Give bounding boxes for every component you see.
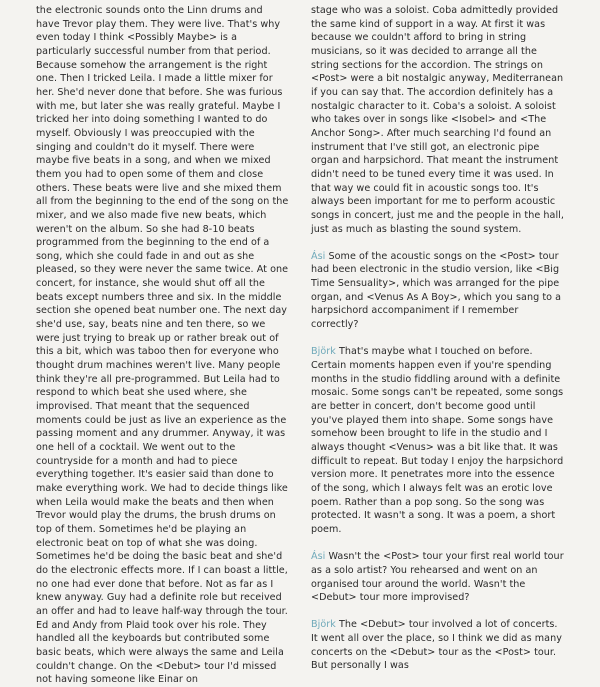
interview-answer [311,618,564,673]
interview-question [311,550,564,605]
speaker-label: Björk [311,619,336,631]
body-paragraph: stage who was a soloist. Coba admittedly provided the same kind of support in a way. At first it was because we couldn't afford to bring in string musicians, so it was decided to arrange all the string sections for the accordion. The strings on <Post> were a bit nostalgic anyway, Mediterranean if you can say that. The accordion definitely has a nostalgic character to it. Coba's a soloist. A soloist who takes over in songs like <Isobel> and <The Anchor Song>. After much searching I'd found an instrument that I've still got, an electronic pipe organ and harpsichord. That meant the instrument didn't need to be tuned every time it was used. In that way we could fit in acoustic songs too. It's always been important for me to perform acoustic songs in concert, just me and the people in the hall, just as much as blasting the sound system. [311,5,564,235]
speaker-label: Ási [311,551,326,563]
interview-answer [311,345,564,536]
interview-question [311,250,564,332]
answer-text: The <Debut> tour involved a lot of concerts. It went all over the place, so I think we did as many concerts on the <Debut> tour as the <Post> tour. But personally I was [311,619,562,672]
question-text: Wasn't the <Post> tour your first real world tour as a solo artist? You rehearsed and went on an organised tour around the world. Wasn't the <Debut> tour more improvised? [311,551,564,604]
right-column [311,4,564,672]
body-paragraph: the electronic sounds onto the Linn drums and have Trevor play them. They were live. That's why even today I think <Possibly Maybe> is a particularly successful number from that period. Because somehow the arrangement is the right one. Then I tricked Leila. I made a little mixer for her. She'd never done that before. She was furious with me, but later she was really grateful. Maybe I tricked her into doing something I wanted to do myself. Obviously I was preoccupied with the singing and couldn't do it myself. There were maybe five beats in a song, and when we mixed them you had to open some of them and close others. These beats were live and she mixed them all from the beginning to the end of the song on the mixer, and we also made five new beats, which weren't on the album. So she had 8-10 beats programmed from the beginning to the end of a song, which she could fade in and out as she pleased, so they were never the same twice. At one concert, for instance, she would shut off all the beats except numbers three and six. In the middle section she opened beat number one. The next day she'd use, say, beats nine and ten there, so we were just trying to break up or rather break out of this a bit, which was taboo then for everyone who thought drum machines weren't live. Many people think they're all pre-programmed. But Leila had to respond to which beat she used where, she improvised. That meant that the sequenced moments could be just as live an experience as the passing moment and any drummer. Anyway, it was one hell of a cocktail. We went out to the countryside for a month and had to piece everything together. It's easier said than done to make everything work. We had to decide things like when Leila would make the beats and then when Trevor would play the drums, the brush drums on top of them. Sometimes he'd be playing an electronic beat on top of what she was doing. Sometimes he'd be doing the basic beat and she'd do the electronic effects more. If I can boast a little, no one had ever done that before. Not as far as I knew anyway. Guy had a definite role but received an offer and had to leave half-way through the tour. Ed and Andy from Plaid took over his role. They handled all the keyboards but contributed some basic beats, which were always the same and Leila couldn't change. On the <Debut> tour I'd missed not having someone like Einar on [36,5,289,686]
answer-text: That's maybe what I touched on before. Certain moments happen even if you're spending months in the studio fiddling around with a definite mosaic. Some songs can't be repeated, some songs are better in concert, don't become good until you've played them into shape. Some songs have somehow been brought to life in the studio and I always thought <Venus> was a bit like that. It was difficult to repeat. But today I enjoy the harpsichord version more. It penetrates more into the essence of the song, which I always felt was an erotic love poem. Rather than a pop song. So the song was protected. It wasn't a song. It was a poem, a short poem. [311,346,564,535]
left-column [36,4,289,686]
speaker-label: Björk [311,346,336,358]
speaker-label: Ási [311,250,326,262]
question-text: Some of the acoustic songs on the <Post> tour had been electronic in the studio version, like <Big Time Sensuality>, which was arranged for the pipe organ, and <Venus As A Boy>, which you sang to a harpsichord accompaniment if I remember correctly? [311,250,562,331]
